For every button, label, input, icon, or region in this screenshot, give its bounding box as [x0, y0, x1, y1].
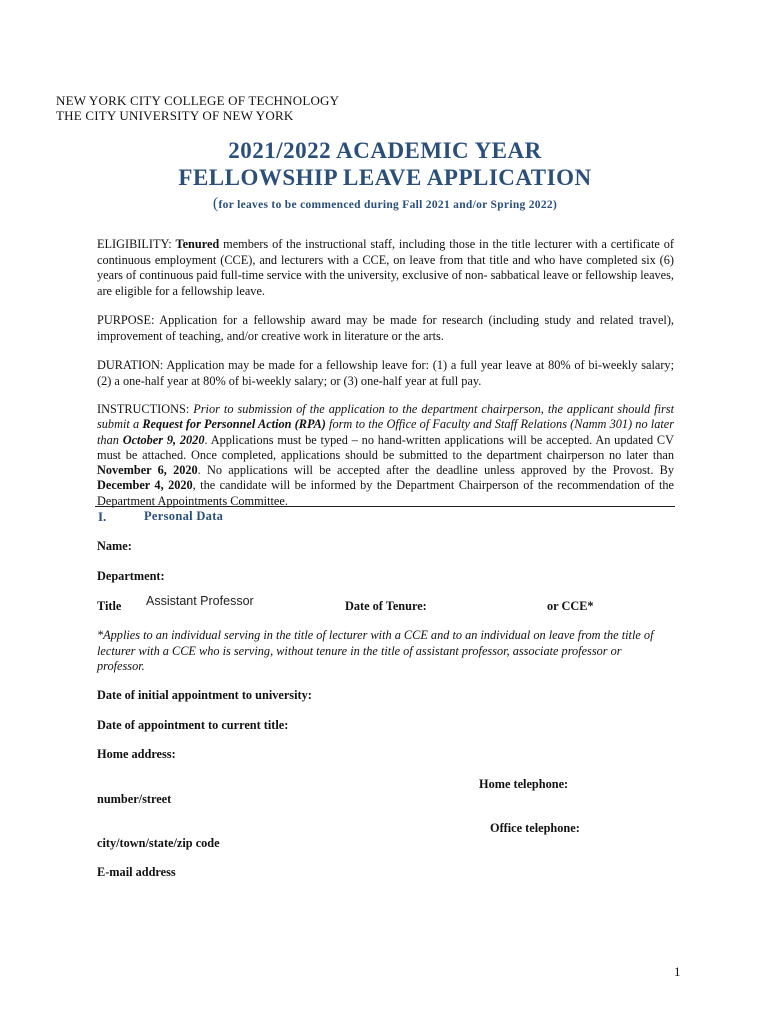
- rpa-deadline: October 9, 2020: [122, 432, 205, 447]
- document-subtitle: [0, 195, 770, 213]
- section-title: Personal Data: [144, 509, 224, 523]
- instructions-paragraph: [97, 402, 674, 509]
- name-label: Name:: [97, 539, 132, 553]
- instructions-text-1: . Applications must be typed – no hand-written applications will be accepted. An updated CV must be attached. Once completed, applications should be submitted to the department chairperson no later than: [97, 432, 675, 462]
- subtitle-paren: (: [212, 195, 219, 212]
- eligibility-tenured: Tenured: [175, 237, 220, 251]
- home-telephone-label: Home telephone:: [479, 777, 569, 791]
- rpa-form-name: Request for Personnel Action (RPA): [142, 417, 326, 432]
- notification-date: December 4, 2020: [97, 478, 193, 493]
- instructions-italic-2: form to the Office of Faculty and Staff Relations (Namm 301) no later than: [97, 417, 675, 447]
- section-number: I.: [98, 509, 107, 524]
- institution-name: NEW YORK CITY COLLEGE OF TECHNOLOGY: [56, 93, 340, 108]
- section-divider: [95, 506, 675, 507]
- office-telephone-label: Office telephone:: [490, 821, 580, 835]
- cce-footnote: *Applies to an individual serving in the title of lecturer with a CCE and to an individual on leave from the title of lecturer with a CCE who is serving, without tenure in the title of assistant professor, associate professor or professor.: [97, 628, 654, 673]
- eligibility-text: members of the instructional staff, including those in the title lecturer with a certificate of continuous employment (CCE), and lecturers with a CCE, on leave from that title and who have completed six (6) years of continuous paid full-time service with the university, exclusive of non- sabbatical leave or fellowship leaves, are eligible for a fellowship leave.: [97, 237, 674, 298]
- title-field[interactable]: Assistant Professor: [146, 594, 254, 608]
- document-title-year: 2021/2022 ACADEMIC YEAR: [228, 138, 542, 163]
- instructions-text-2: . No applications will be accepted after the deadline unless approved by the Provost. By: [197, 463, 674, 478]
- instructions-text-3: , the candidate will be informed by the Department Chairperson of the recommendation of the Department Appointments Committee.: [97, 478, 674, 508]
- instructions-italic-1: Prior to submission of the application to the department chairperson, the applicant should first submit a: [97, 402, 674, 432]
- current-title-date-label: Date of appointment to current title:: [97, 718, 289, 732]
- home-address-label: Home address:: [97, 747, 176, 761]
- page-number: 1: [674, 964, 681, 979]
- department-label: Department:: [97, 569, 165, 583]
- city-label: city/town/state/zip code: [97, 836, 220, 850]
- instructions-label: INSTRUCTIONS:: [97, 402, 194, 416]
- email-label: E-mail address: [97, 865, 176, 879]
- duration-paragraph: DURATION: Application may be made for a fellowship leave for: (1) a full year leave at 80% of bi-weekly salary; (2) a one-half year at 80% of bi-weekly salary; or (3) one-half year at full pay.: [97, 358, 674, 388]
- university-name: THE CITY UNIVERSITY OF NEW YORK: [56, 108, 294, 123]
- street-label: number/street: [97, 792, 172, 806]
- subtitle-text: for leaves to be commenced during Fall 2021 and/or Spring 2022): [218, 199, 558, 211]
- cce-label: or CCE*: [547, 599, 594, 613]
- document-title: FELLOWSHIP LEAVE APPLICATION: [178, 165, 592, 190]
- title-label: Title: [97, 599, 122, 613]
- initial-appointment-label: Date of initial appointment to university:: [97, 688, 312, 702]
- purpose-paragraph: PURPOSE: Application for a fellowship award may be made for research (including study and related travel), improvement of teaching, and/or creative work in literature or the arts.: [97, 313, 674, 343]
- submission-deadline: November 6, 2020: [97, 463, 198, 478]
- eligibility-label: ELIGIBILITY:: [97, 237, 176, 251]
- tenure-date-label: Date of Tenure:: [345, 599, 427, 613]
- eligibility-paragraph: [97, 237, 674, 299]
